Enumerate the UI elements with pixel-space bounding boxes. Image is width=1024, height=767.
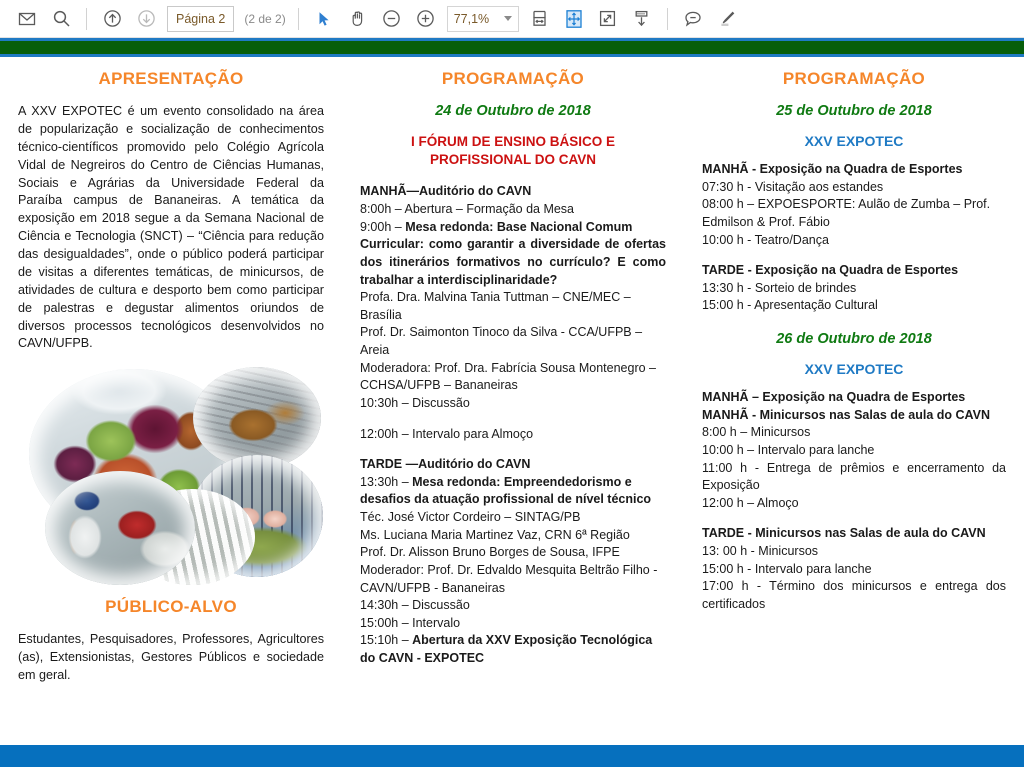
subtitle-xxv-expotec-25: XXV EXPOTEC (804, 133, 904, 149)
page-number-input[interactable] (167, 6, 234, 32)
schedule-line-text: TARDE —Auditório do CAVN (360, 457, 531, 472)
subtitle-xxv-expotec-26: XXV EXPOTEC (804, 361, 904, 377)
schedule-line-text: 14:30h – Discussão (360, 598, 470, 613)
schedule-line-text: 8:00 h – Minicursos (702, 425, 811, 440)
schedule-list-24 (360, 183, 666, 667)
page-footer-blue-band (0, 745, 1024, 767)
minus-circle-icon[interactable] (375, 2, 409, 36)
comment-icon[interactable] (676, 2, 710, 36)
schedule-line-text: MANHÃ - Exposição na Quadra de Esportes (702, 162, 963, 176)
schedule-line-text: 13:30h – (360, 474, 413, 489)
heading-forum-ensino: I FÓRUM DE ENSINO BÁSICO E PROFISSIONAL DO CAVN (410, 134, 616, 168)
schedule-line-text: Moderadora: Prof. Dra. Fabrícia Sousa Montenegro – CCHSA/UFPB – Bananeiras (360, 360, 656, 393)
page-green-band (0, 41, 1024, 54)
schedule-line (702, 389, 1006, 407)
schedule-spacer (702, 249, 1006, 262)
schedule-line-text: Moderador: Prof. Dr. Edvaldo Mesquita Beltrão Filho - CAVN/UFPB - Bananeiras (360, 562, 658, 595)
schedule-line (702, 196, 1006, 231)
schedule-line (360, 456, 666, 474)
schedule-line (360, 562, 666, 597)
page-number-value: Página 2 (176, 11, 226, 26)
toolbar-separator (667, 8, 668, 30)
schedule-line-text: MANHÃ – Exposição na Quadra de Esportes (702, 390, 966, 404)
schedule-line (702, 161, 1006, 179)
schedule-line-text: desafios da atuação profissional de nível técnico (360, 492, 652, 507)
chevron-down-icon (504, 16, 512, 21)
cursor-arrow-icon[interactable] (307, 2, 341, 36)
schedule-line-emphasis: Abertura da XXV Exposição Tecnológica (412, 633, 653, 648)
schedule-line (702, 424, 1006, 442)
schedule-line (360, 395, 666, 413)
toolbar-separator (298, 8, 299, 30)
schedule-line (360, 597, 666, 615)
publico-alvo-paragraph: Estudantes, Pesquisadores, Professores, Agricultores (as), Extensionistas, Gestores Públicos e sociedade em geral. (18, 632, 324, 682)
column-apresentacao (0, 57, 342, 747)
schedule-line (360, 426, 666, 444)
pdf-page-canvas[interactable] (0, 38, 1024, 767)
schedule-line-text: Téc. José Victor Cordeiro – SINTAG/PB (360, 510, 581, 525)
schedule-line (702, 543, 1006, 561)
date-25-outubro: 25 de Outubro de 2018 (776, 103, 932, 119)
schedule-line (360, 236, 666, 289)
collage-chicken-crates-photo (193, 367, 321, 469)
download-icon[interactable] (625, 2, 659, 36)
three-column-layout (0, 57, 1024, 747)
plus-circle-icon[interactable] (409, 2, 443, 36)
schedule-line-text: 12:00 h – Almoço (702, 495, 799, 510)
collage-farmer-tractor-photo (45, 471, 195, 585)
schedule-line (702, 442, 1006, 460)
schedule-line-text: 08:00 h – EXPOESPORTE: Aulão de Zumba – Prof. Edmilson & Prof. Fábio (702, 197, 991, 229)
toolbar-separator (86, 8, 87, 30)
heading-apresentacao: APRESENTAÇÃO (98, 69, 244, 88)
schedule-line-emphasis: Mesa redonda: Base Nacional Comum (405, 219, 633, 234)
schedule-line (702, 297, 1006, 315)
schedule-line (360, 527, 666, 545)
schedule-line (360, 544, 666, 562)
schedule-line-text: Prof. Dr. Alisson Bruno Borges de Sousa, IFPE (360, 545, 620, 560)
schedule-line (360, 632, 666, 650)
heading-programacao-right: PROGRAMAÇÃO (782, 69, 926, 88)
schedule-line-text: 10:00 h – Intervalo para lanche (702, 442, 875, 457)
schedule-line (360, 201, 666, 219)
schedule-line-text: 13: 00 h - Minicursos (702, 544, 819, 558)
schedule-line (360, 324, 666, 359)
schedule-line-text: 15:00 h - Intervalo para lanche (702, 561, 872, 576)
schedule-line-text: 15:00h – Intervalo (360, 615, 461, 630)
highlighter-icon[interactable] (710, 2, 744, 36)
schedule-line-text: 8:00h – Abertura – Formação da Mesa (360, 202, 575, 217)
column-programacao-25-26 (684, 57, 1024, 747)
arrow-up-circle-icon[interactable] (95, 2, 129, 36)
schedule-line-text: Prof. Dr. Saimonton Tinoco da Silva - CCA/UFPB – Areia (360, 325, 643, 358)
schedule-list-25 (702, 161, 1006, 315)
schedule-spacer (702, 512, 1006, 525)
schedule-spacer (360, 443, 666, 456)
schedule-line-text: 9:00h – (360, 219, 406, 234)
schedule-line-text: 15:00 h - Apresentação Cultural (702, 298, 878, 313)
heading-publico-alvo: PÚBLICO-ALVO (105, 597, 237, 617)
photo-collage-expotec (21, 367, 321, 585)
schedule-line (360, 650, 666, 668)
fit-width-icon[interactable] (523, 2, 557, 36)
schedule-line-text: Curricular: como garantir a diversidade de ofertas dos itinerários formativos no currículo? E como trabalhar a interdisciplinaridade? (360, 237, 666, 287)
page-count-label: (2 de 2) (244, 11, 286, 26)
search-icon[interactable] (44, 2, 78, 36)
schedule-line (360, 360, 666, 395)
schedule-line-text: TARDE - Minicursos nas Salas de aula do CAVN (702, 526, 986, 541)
schedule-line (360, 183, 666, 201)
schedule-line-text: do CAVN - EXPOTEC (360, 651, 485, 666)
schedule-spacer (360, 413, 666, 426)
schedule-line (360, 491, 666, 509)
schedule-line (702, 179, 1006, 197)
schedule-line-text: 10:30h – Discussão (360, 395, 470, 410)
schedule-line-text: 13:30 h - Sorteio de brindes (702, 280, 857, 295)
schedule-line-text: Ms. Luciana Maria Martinez Vaz, CRN 6ª Região (360, 527, 630, 542)
schedule-line-text: 15:10h – (360, 633, 413, 648)
pdf-viewer-toolbar (0, 0, 1024, 38)
schedule-line (702, 407, 1006, 425)
schedule-line (360, 474, 666, 492)
date-24-outubro: 24 de Outubro de 2018 (435, 103, 591, 119)
schedule-line (360, 615, 666, 633)
schedule-line (702, 561, 1006, 579)
date-26-outubro: 26 de Outubro de 2018 (776, 331, 932, 347)
schedule-line (360, 219, 666, 237)
heading-programacao-mid: PROGRAMAÇÃO (441, 69, 585, 88)
schedule-line-text: Profa. Dra. Malvina Tania Tuttman – CNE/MEC – Brasília (360, 290, 631, 322)
schedule-line-text: 17:00 h - Término dos minicursos e entrega dos certificados (702, 579, 1006, 611)
arrow-down-circle-icon[interactable] (129, 2, 163, 36)
schedule-line (702, 460, 1006, 495)
fit-page-icon[interactable] (557, 2, 591, 36)
apresentacao-paragraph: A XXV EXPOTEC é um evento consolidado na área de popularização e socialização de conhecimentos técnico-científicos promovido pelo Colégio Agrícola Vidal de Negreiros do Centro de Ciências Humanas, Sociais e Agrárias da Universidade Federal da Paraíba campus de Bananeiras. A temática da exposição em 2018 segue a da Semana Nacional de Ciência e Tecnologia (SNCT) – “Ciência para redução das desigualdades”, onde o público poderá participar de visitas a diferentes temáticas, de minicursos, de atividades de cultura e desporto bem como participar de palestras e degustar alimentos oriundos de diversos processos tecnológicos desenvolvidos no CAVN/UFPB. (18, 104, 324, 351)
schedule-line-text: TARDE - Exposição na Quadra de Esportes (702, 263, 959, 278)
zoom-level-value: 77,1% (453, 11, 490, 26)
hand-icon[interactable] (341, 2, 375, 36)
schedule-line-text: MANHÃ - Minicursos nas Salas de aula do CAVN (702, 407, 991, 422)
zoom-level-select[interactable] (447, 6, 519, 32)
schedule-line (360, 289, 666, 324)
schedule-line-text: 07:30 h - Visitação aos estandes (702, 179, 884, 194)
schedule-line-text: 12:00h – Intervalo para Almoço (360, 426, 534, 441)
schedule-line (702, 232, 1006, 250)
schedule-line-text: 10:00 h - Teatro/Dança (702, 232, 829, 247)
schedule-line (702, 262, 1006, 280)
schedule-line (360, 509, 666, 527)
zoom-area-icon[interactable] (591, 2, 625, 36)
column-programacao-24 (342, 57, 684, 747)
schedule-line-text: 11:00 h - Entrega de prêmios e encerramento da Exposição (702, 460, 1006, 493)
schedule-list-26 (702, 389, 1006, 614)
email-icon[interactable] (10, 2, 44, 36)
schedule-line (702, 495, 1006, 513)
schedule-line-emphasis: Mesa redonda: Empreendedorismo e (412, 474, 632, 489)
schedule-line-text: MANHÃ—Auditório do CAVN (360, 184, 532, 199)
schedule-line (702, 280, 1006, 298)
schedule-line (702, 525, 1006, 543)
schedule-line (702, 578, 1006, 613)
